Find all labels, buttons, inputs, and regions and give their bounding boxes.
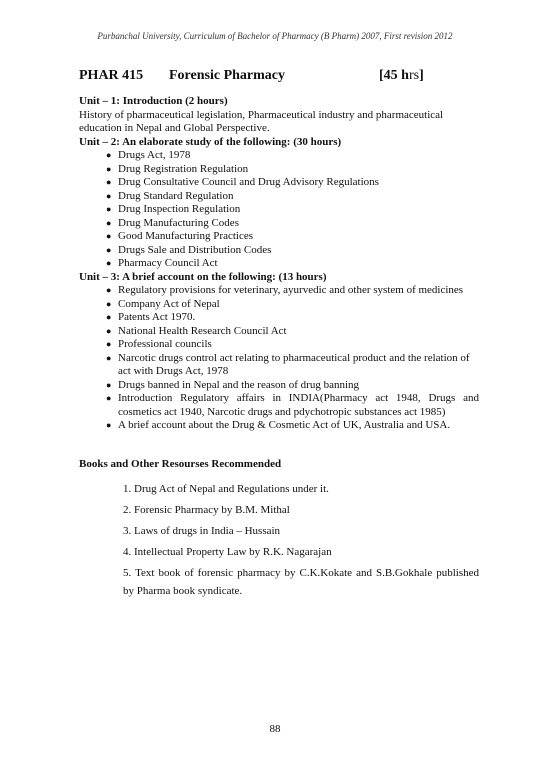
list-item: ● Drug Standard Regulation — [106, 189, 234, 202]
list-item: ● Drugs banned in Nepal and the reason of drug banning — [106, 378, 360, 391]
list-item: ● Regulatory provisions for veterinary, ayurvedic and other system of medicines — [106, 284, 464, 296]
books-list — [123, 480, 479, 603]
list-item: ● Drugs Act, 1978 — [106, 149, 191, 161]
unit1-description: History of pharmaceutical legislation, Pharmaceutical industry and pharmaceutical education in Nepal and Global Perspective. — [79, 108, 444, 134]
list-item: ● Patents Act 1970. — [106, 311, 196, 323]
list-item: ● Pharmacy Council Act — [106, 257, 218, 269]
list-item: ● Narcotic drugs control act relating to pharmaceutical product and the relation of act with Drugs Act, 1978 — [106, 351, 470, 377]
list-item: ● National Health Research Council Act — [106, 324, 287, 337]
bullet-icon: ● — [106, 217, 112, 228]
bullet-icon: ● — [106, 312, 112, 322]
course-title — [79, 68, 472, 86]
course-hours-close: ] — [419, 68, 424, 83]
course-hours-open: [45 h — [379, 68, 409, 83]
bullet-icon: ● — [106, 258, 112, 268]
list-item: ● Company Act of Nepal — [106, 297, 220, 310]
syllabus-body — [79, 95, 479, 433]
unit1-heading: Unit – 1: Introduction (2 hours) — [79, 95, 228, 107]
bullet-icon: ● — [106, 285, 112, 295]
page-number: 88 — [269, 723, 281, 735]
list-item: ● Drug Inspection Regulation — [106, 203, 241, 215]
bullet-icon: ● — [106, 352, 112, 363]
list-item: ● A brief account about the Drug & Cosmetic Act of UK, Australia and USA. — [106, 419, 451, 431]
course-hours-unit: rs — [408, 68, 420, 83]
list-item: 2. Forensic Pharmacy by B.M. Mithal — [123, 504, 290, 516]
books-heading: Books and Other Resourses Recommended — [79, 458, 282, 470]
list-item: ● Drug Consultative Council and Drug Advisory Regulations — [106, 176, 379, 188]
list-item: 1. Drug Act of Nepal and Regulations under it. — [123, 483, 329, 495]
bullet-icon: ● — [106, 298, 112, 309]
list-item: ● Drugs Sale and Distribution Codes — [106, 243, 272, 256]
list-item: 5. Text book of forensic pharmacy by C.K.Kokate and S.B.Gokhale published by Pharma book syndicate. — [123, 567, 479, 597]
list-item: ● Drug Registration Regulation — [106, 162, 249, 175]
bullet-icon: ● — [106, 339, 112, 349]
list-item: ● Drug Manufacturing Codes — [106, 216, 239, 229]
course-name: Forensic Pharmacy — [169, 68, 285, 83]
bullet-icon: ● — [106, 244, 112, 255]
bullet-icon: ● — [106, 204, 112, 214]
bullet-icon: ● — [106, 379, 112, 390]
running-header: Purbanchal University, Curriculum of Bachelor of Pharmacy (B Pharm) 2007, First revision 2012 — [97, 31, 453, 41]
bullet-icon: ● — [106, 420, 112, 430]
course-code: PHAR 415 — [79, 68, 144, 83]
bullet-icon: ● — [106, 177, 112, 187]
list-item: ● Professional councils — [106, 338, 212, 350]
unit2-heading: Unit – 2: An elaborate study of the following: (30 hours) — [79, 135, 342, 148]
bullet-icon: ● — [106, 163, 112, 174]
list-item: ● Introduction Regulatory affairs in INDIA(Pharmacy act 1948, Drugs and cosmetics act 1940, Narcotic drugs and pdychotropic substances act 1985) — [106, 392, 479, 418]
list-item: 3. Laws of drugs in India – Hussain — [123, 525, 281, 537]
bullet-icon: ● — [106, 150, 112, 160]
list-item: ● Good Manufacturing Practices — [106, 230, 254, 242]
bullet-icon: ● — [106, 393, 112, 403]
list-item: 4. Intellectual Property Law by R.K. Nagarajan — [123, 546, 332, 558]
bullet-icon: ● — [106, 190, 112, 201]
course-hours — [379, 68, 424, 84]
unit3-heading: Unit – 3: A brief account on the following: (13 hours) — [79, 270, 327, 283]
bullet-icon: ● — [106, 325, 112, 336]
bullet-icon: ● — [106, 231, 112, 241]
unit2-list — [79, 149, 479, 271]
unit3-list — [79, 284, 479, 433]
